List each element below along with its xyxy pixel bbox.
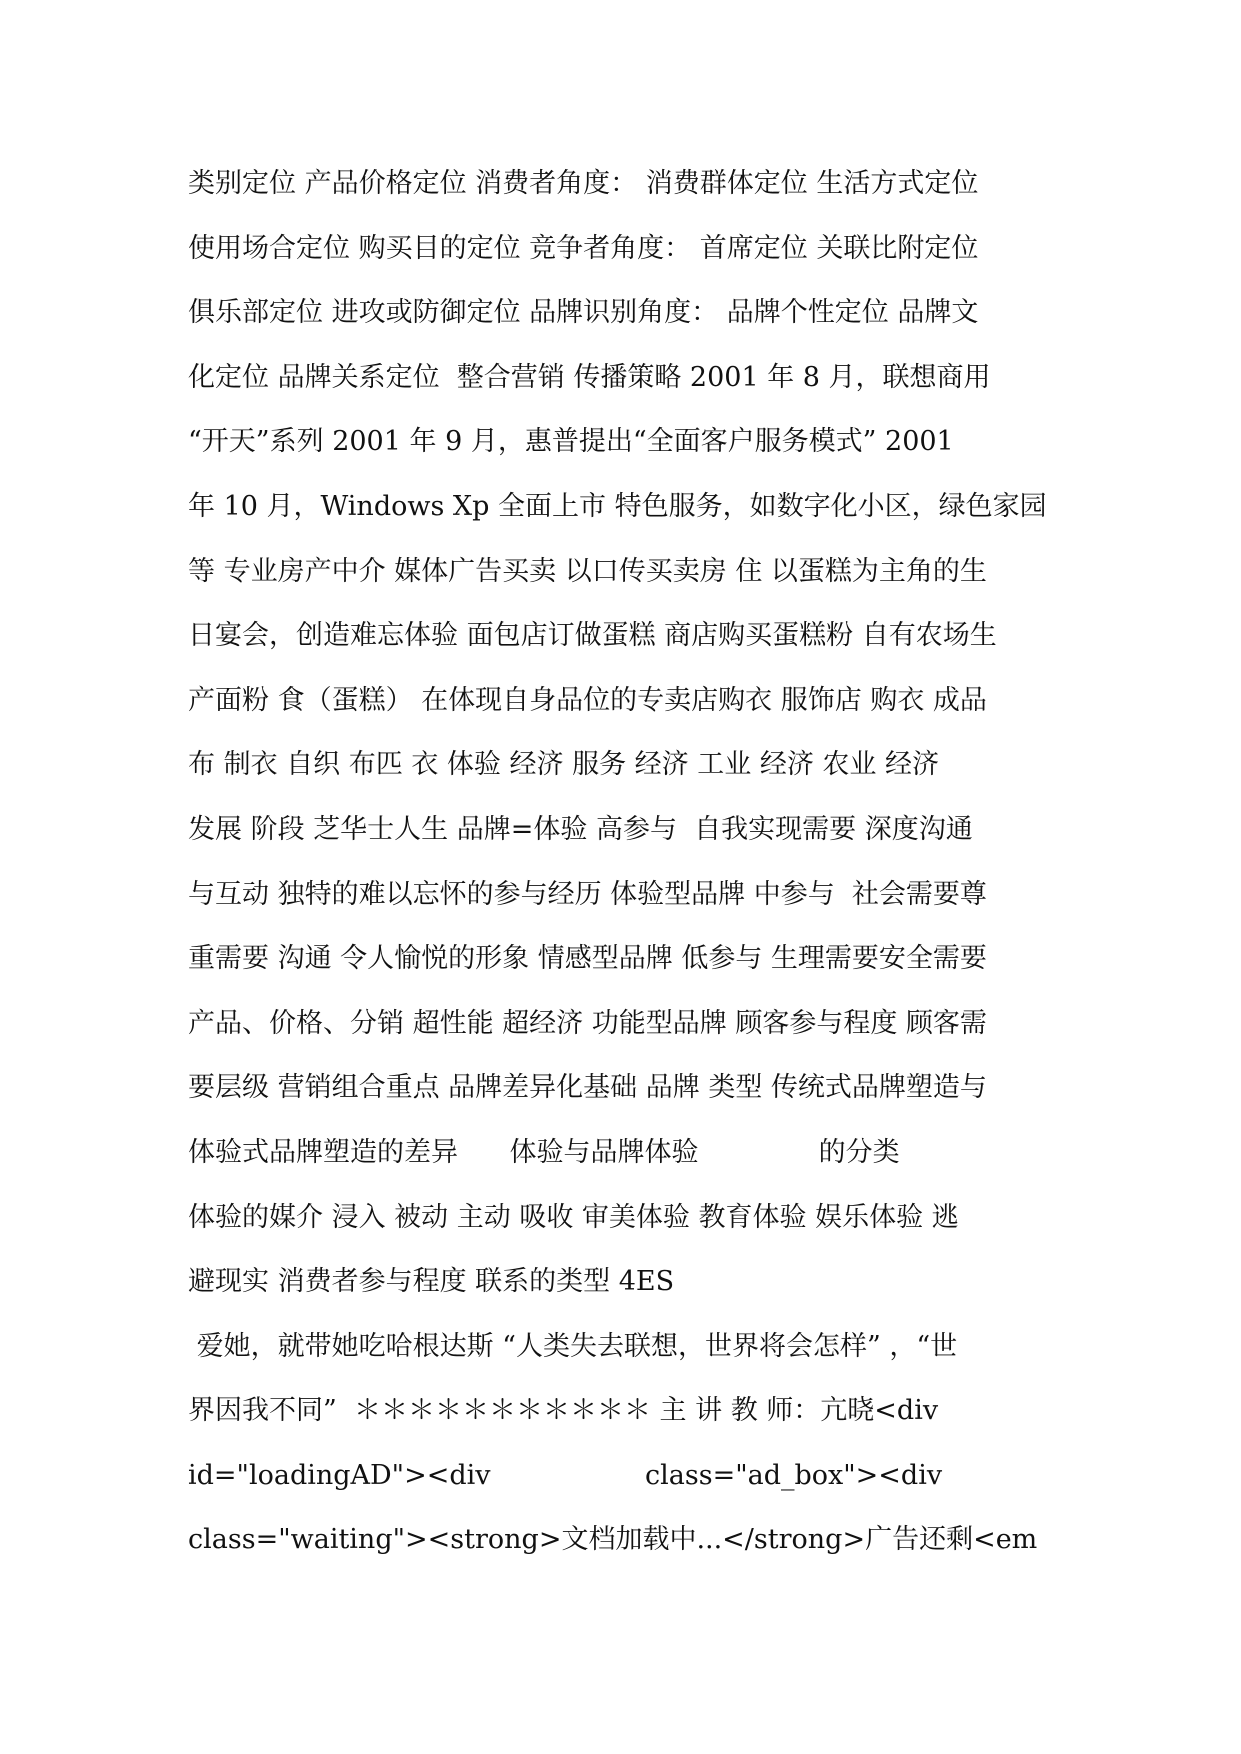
text-line: 界因我不同” ＊＊＊＊＊＊＊＊＊＊＊ 主 讲 教 师：亢晓<div <box>188 1395 939 1427</box>
text-line: class="waiting"><strong>文档加载中...</strong>广告还剩<em <box>188 1524 1038 1556</box>
text-line: 与互动 独特的难以忘怀的参与经历 体验型品牌 中参与 社会需要尊 <box>188 878 987 910</box>
text-line: 避现实 消费者参与程度 联系的类型 4ES <box>188 1266 675 1298</box>
text-line: 产品、价格、分销 超性能 超经济 功能型品牌 顾客参与程度 顾客需 <box>188 1007 987 1039</box>
text-line: “开天”系列 2001 年 9 月，惠普提出“全面客户服务模式” 2001 <box>188 426 954 458</box>
text-line: 使用场合定位 购买目的定位 竞争者角度： 首席定位 关联比附定位 <box>188 232 979 264</box>
text-line: 体验的媒介 浸入 被动 主动 吸收 审美体验 教育体验 娱乐体验 逃 <box>188 1201 959 1233</box>
text-line: 产面粉 食（蛋糕） 在体现自身品位的专卖店购衣 服饰店 购衣 成品 <box>188 684 987 716</box>
text-line: 重需要 沟通 令人愉悦的形象 情感型品牌 低参与 生理需要安全需要 <box>188 943 987 975</box>
text-line: 日宴会，创造难忘体验 面包店订做蛋糕 商店购买蛋糕粉 自有农场生 <box>188 620 997 652</box>
text-line: 类别定位 产品价格定位 消费者角度： 消费群体定位 生活方式定位 <box>188 168 979 199</box>
text-line: 布 制衣 自织 布匹 衣 体验 经济 服务 经济 工业 经济 农业 经济 <box>188 749 939 781</box>
document-body <box>188 152 1058 1573</box>
text-line: 体验式品牌塑造的差异 体验与品牌体验 的分类 <box>188 1136 900 1168</box>
text-line: 要层级 营销组合重点 品牌差异化基础 品牌 类型 传统式品牌塑造与 <box>188 1072 987 1104</box>
text-line: 等 专业房产中介 媒体广告买卖 以口传买卖房 住 以蛋糕为主角的生 <box>188 555 987 587</box>
text-line: id="loadingAD"><div class="ad_box"><div <box>188 1459 943 1491</box>
text-line: 发展 阶段 芝华士人生 品牌=体验 高参与 自我实现需要 深度沟通 <box>188 813 973 845</box>
text-line: 俱乐部定位 进攻或防御定位 品牌识别角度： 品牌个性定位 品牌文 <box>188 297 979 329</box>
text-line: 爱她，就带她吃哈根达斯 “人类失去联想，世界将会怎样” ，“世 <box>188 1330 958 1362</box>
text-line: 化定位 品牌关系定位 整合营销 传播策略 2001 年 8 月，联想商用 <box>188 361 991 393</box>
text-line: 年 10 月，Windows Xp 全面上市 特色服务，如数字化小区，绿色家园 <box>188 490 1047 522</box>
